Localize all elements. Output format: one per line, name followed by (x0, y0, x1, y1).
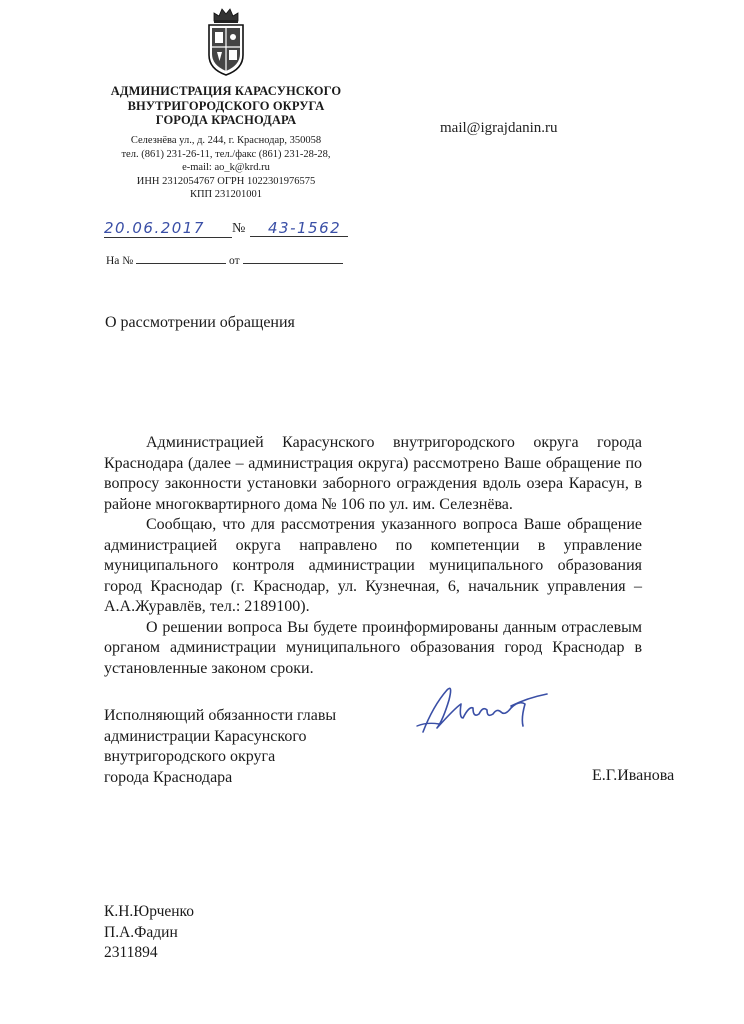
organization-address (95, 134, 357, 202)
registration-number: 43-1562 (250, 219, 348, 237)
body-paragraph: Администрацией Карасунского внутригородского округа города Краснодара (далее – администрация округа) рассмотрено Ваше обращение по вопросу законности установки заборного ограждения вдоль озера Карасун, в районе многоквартирного дома № 106 по ул. им. Селезнёва. (104, 434, 642, 513)
signatory-title-line: Исполняющий обязанности главы (104, 707, 337, 724)
org-line: ГОРОДА КРАСНОДАРА (155, 113, 297, 127)
address-line: тел. (861) 231-26-11, тел./факс (861) 231-28-28, (121, 148, 331, 160)
signatory-title (104, 706, 384, 788)
signatory-title-line: города Краснодара (104, 768, 233, 786)
org-line: ВНУТРИГОРОДСКОГО ОКРУГА (127, 98, 325, 113)
address-line: ИНН 2312054767 ОГРН 1022301976575 (136, 175, 316, 187)
executor-name: П.А.Фадин (104, 923, 178, 941)
reply-prefix: На № (106, 255, 134, 267)
reply-from: от (229, 255, 240, 267)
executors-block (104, 902, 194, 964)
executor-phone: 2311894 (104, 944, 158, 961)
body-paragraph: О решении вопроса Вы будете проинформированы данным отраслевым органом администрации муниципального образования город Краснодар в установленные законом сроки. (104, 618, 642, 677)
registration-line (100, 219, 350, 241)
executor-name: К.Н.Юрченко (104, 903, 195, 920)
handwritten-signature (415, 678, 555, 744)
letter-subject: О рассмотрении обращения (105, 314, 295, 331)
organization-name (95, 84, 357, 128)
signatory-name: Е.Г.Иванова (592, 767, 675, 784)
letter-body (104, 433, 642, 679)
address-line: КПП 231201001 (189, 189, 263, 200)
address-line: Селезнёва ул., д. 244, г. Краснодар, 350058 (130, 135, 322, 146)
registration-date: 20.06.2017 (104, 219, 232, 238)
coat-of-arms-icon (205, 5, 247, 77)
address-line: e-mail: ao_k@krd.ru (182, 162, 270, 173)
number-sign: № (232, 221, 246, 236)
signatory-title-line: внутригородского округа (104, 748, 276, 765)
recipient-email: mail@igrajdanin.ru (440, 120, 558, 136)
reply-date-blank (243, 253, 343, 264)
reply-reference-line (106, 253, 356, 267)
org-line: АДМИНИСТРАЦИЯ КАРАСУНСКОГО (110, 84, 342, 98)
reply-number-blank (136, 253, 226, 264)
signatory-title-line: администрации Карасунского (104, 727, 307, 745)
body-paragraph: Сообщаю, что для рассмотрения указанного вопроса Ваше обращение администрацией округа направлено по компетенции в управление муниципального контроля администрации муниципального образования город Краснодар (г. Краснодар, ул. Кузнечная, 6, начальник управления – А.А.Журавлёв, тел.: 2189100). (104, 516, 642, 615)
